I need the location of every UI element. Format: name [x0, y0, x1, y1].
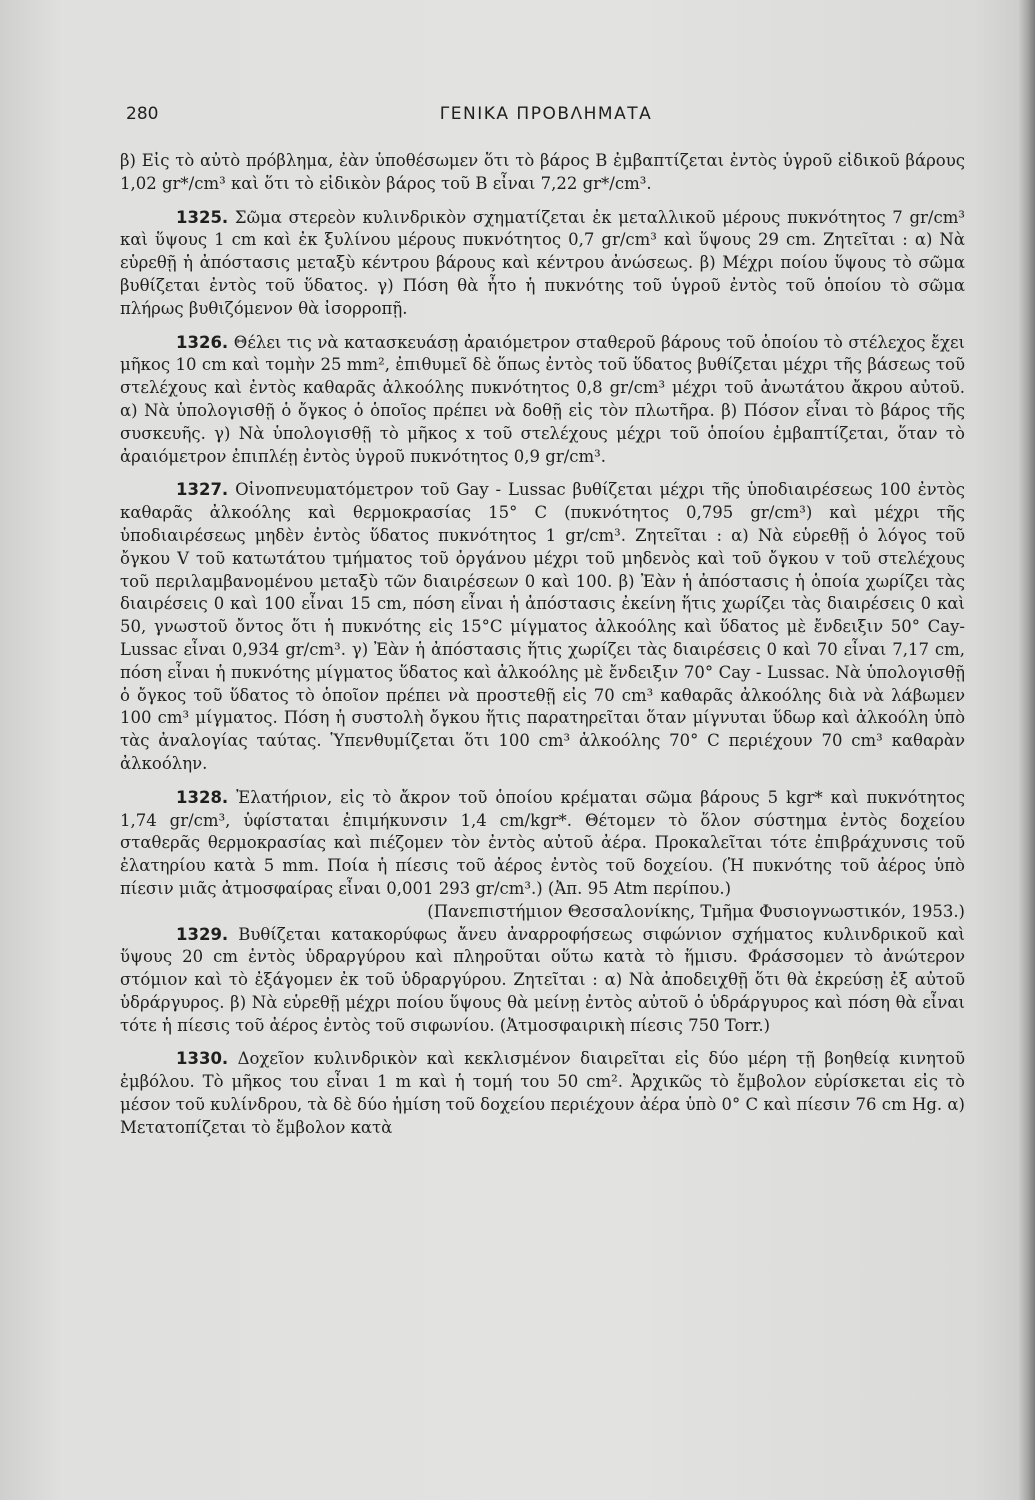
problem-text: Δοχεῖον κυλινδρικὸν καὶ κεκλισμένον διαιρεῖται εἰς δύο μέρη τῇ βοηθείᾳ κινητοῦ ἐμβόλου. Τὸ μῆκος του εἶναι 1 m καὶ ἡ τομή του 50 cm². Ἀρχικῶς τὸ ἔμβολον εὑρίσκεται εἰς τὸ μέσον τοῦ κυλίνδρου, τὰ δὲ δύο ἡμίση τοῦ δοχείου περιέχουν ἀέρα ὑπὸ 0° C καὶ πίεσιν 76 cm Hg. α) Μετατοπίζεται τὸ ἔμβολον κατὰ — [120, 1049, 965, 1137]
problem-1329 — [120, 924, 965, 1038]
problem-text: Οἰνοπνευματόμετρον τοῦ Gay - Lussac βυθίζεται μέχρι τῆς ὑποδιαιρέσεως 100 ἐντὸς καθαρᾶς ἀλκοόλης καὶ θερμοκρασίας 15° C (πυκνότητος 0,795 gr/cm³) καὶ μέχρι τῆς ὑποδιαιρέσεως μηδὲν ἐντὸς ὕδατος πυκνότητος 1 gr/cm³. Ζητεῖται : α) Νὰ εὑρεθῇ ὁ λόγος τοῦ ὄγκου V τοῦ κατωτάτου τμήματος τοῦ ὀργάνου μέχρι τοῦ μηδενὸς καὶ τοῦ ὄγκου v τοῦ στελέχους τοῦ περιλαμβανομένου μεταξὺ τῶν διαιρέσεων 0 καὶ 100. β) Ἐὰν ἡ ἀπόστασις ἡ ὁποία χωρίζει τὰς διαιρέσεις 0 καὶ 100 εἶναι 15 cm, πόση εἶναι ἡ ἀπόστασις ἐκείνη ἥτις χωρίζει τὰς διαιρέσεις 0 καὶ 50, γνωστοῦ ὄντος ὅτι ἡ πυκνότης εἰς 15°C μίγματος ἀλκοόλης καὶ ὕδατος μὲ ἔνδειξιν 50° Cay-Lussac εἶναι 0,934 gr/cm³. γ) Ἐὰν ἡ ἀπόστασις ἥτις χωρίζει τὰς διαιρέσεις 0 καὶ 70 εἶναι 7,17 cm, πόση εἶναι ἡ πυκνότης μίγματος ὕδατος καὶ ἀλκοόλης μὲ ἔνδειξιν 70° Cay - Lussac. Νὰ ὑπολογισθῇ ὁ ὄγκος τοῦ ὕδατος τὸ ὁποῖον πρέπει νὰ προστεθῇ εἰς 70 cm³ καθαρᾶς ἀλκοόλης διὰ νὰ λάβωμεν 100 cm³ μίγματος. Πόση ἡ συστολὴ ὄγκου ἥτις παρατηρεῖται ὅταν μίγνυται ὕδωρ καὶ ἀλκοόλη ὑπὸ τὰς ἀναλογίας ταύτας. Ὑπενθυμίζεται ὅτι 100 cm³ ἀλκοόλης 70° C περιέχουν 70 cm³ καθαρὰν ἀλκοόλην. — [120, 480, 965, 773]
problem-number: 1325. — [176, 207, 229, 227]
problem-number: 1328. — [176, 787, 229, 807]
problem-1326 — [120, 332, 965, 469]
problem-number: 1327. — [176, 480, 229, 500]
problem-number: 1330. — [176, 1049, 229, 1069]
problem-number: 1326. — [176, 332, 229, 352]
problem-source: (Πανεπιστήμιον Θεσσαλονίκης, Τμῆμα Φυσιογνωστικόν, 1953.) — [427, 901, 965, 921]
problem-text: Βυθίζεται κατακορύφως ἄνευ ἀναρροφήσεως σιφώνιον σχήματος κυλινδρικοῦ καὶ ὕψους 20 cm ἐντὸς ὑδραργύρου καὶ πληροῦται οὕτω κατὰ τὸ ἥμισυ. Φράσσομεν τὸ ἀνώτερον στόμιον καὶ τὸ ἐξάγομεν ἐκ τοῦ ὑδραργύρου. Ζητεῖται : α) Νὰ ἀποδειχθῇ ὅτι θὰ ἐκρεύσῃ ἐξ αὐτοῦ ὑδράργυρος. β) Νὰ εὑρεθῇ μέχρι ποίου ὕψους θὰ μείνῃ ἐντὸς αὐτοῦ ὁ ὑδράργυρος καὶ πόση θὰ εἶναι τότε ἡ πίεσις τοῦ ἀέρος ἐντὸς τοῦ σιφωνίου. (Ἀτμοσφαιρικὴ πίεσις 750 Torr.) — [120, 924, 965, 1035]
continuation-paragraph: β) Εἰς τὸ αὐτὸ πρόβλημα, ἐὰν ὑποθέσωμεν ὅτι τὸ βάρος Β ἐμβαπτίζεται ἐντὸς ὑγροῦ εἰδικοῦ βάρους 1,02 gr*/cm³ καὶ ὅτι τὸ εἰδικὸν βάρος τοῦ Β εἶναι 7,22 gr*/cm³. — [120, 151, 965, 193]
page-number: 280 — [126, 104, 159, 124]
problem-text: Σῶμα στερεὸν κυλινδρικὸν σχηματίζεται ἐκ μεταλλικοῦ μέρους πυκνότητος 7 gr/cm³ καὶ ὕψους 1 cm καὶ ἐκ ξυλίνου μέρους πυκνότητος 0,7 gr/cm³ καὶ ὕψους 29 cm. Ζητεῖται : α) Νὰ εὑρεθῇ ἡ ἀπόστασις μεταξὺ κέντρου βάρους καὶ κέντρου ἀνώσεως. β) Μέχρι ποίου ὕψους τὸ σῶμα βυθίζεται ἐντὸς τοῦ ὕδατος. γ) Πόση θὰ ἦτο ἡ πυκνότης τοῦ ὑγροῦ ἐντὸς τοῦ ὁποίου τὸ σῶμα πλήρως βυθιζόμενον θὰ ἰσορροπῇ. — [120, 207, 965, 318]
problem-1327 — [120, 479, 965, 775]
problem-text: Θέλει τις νὰ κατασκευάσῃ ἀραιόμετρον σταθεροῦ βάρους τοῦ ὁποίου τὸ στέλεχος ἔχει μῆκος 10 cm καὶ τομὴν 25 mm², ἐπιθυμεῖ δὲ ὅπως ἐντὸς τοῦ ὕδατος βυθίζεται μέχρι τῆς βάσεως τοῦ στελέχους καὶ ἐντὸς καθαρᾶς ἀλκοόλης πυκνότητος 0,8 gr/cm³ μέχρι τοῦ ἀνωτάτου ἄκρου αὐτοῦ. α) Νὰ ὑπολογισθῇ ὁ ὄγκος ὁ ὁποῖος πρέπει νὰ δοθῇ εἰς τὸν πλωτῆρα. β) Πόσον εἶναι τὸ βάρος τῆς συσκευῆς. γ) Νὰ ὑπολογισθῇ τὸ μῆκος x τοῦ στελέχους μέχρι τοῦ ὁποίου ἐμβαπτίζεται, ὅταν τὸ ἀραιόμετρον ἐπιπλέῃ ἐντὸς ὑγροῦ πυκνότητος 0,9 gr/cm³. — [120, 332, 965, 466]
problem-1330 — [120, 1048, 965, 1139]
page-header — [126, 104, 966, 134]
page-edge-shadow — [1017, 0, 1035, 1500]
problem-1325 — [120, 207, 965, 321]
page-content — [120, 150, 965, 1140]
problem-number: 1329. — [176, 924, 229, 944]
running-head: ΓΕΝΙΚΑ ΠΡΟΒΛΗΜΑΤΑ — [439, 104, 653, 124]
problem-1328 — [120, 787, 965, 901]
problem-text: Ἐλατήριον, εἰς τὸ ἄκρον τοῦ ὁποίου κρέμαται σῶμα βάρους 5 kgr* καὶ πυκνότητος 1,74 gr/cm³, ὑφίσταται ἐπιμήκυνσιν 1,4 cm/kgr*. Θέτομεν τὸ ὅλον σύστημα ἐντὸς δοχείου σταθερᾶς θερμοκρασίας καὶ πιέζομεν τὸν ἐντὸς αὐτοῦ ἀέρα. Προκαλεῖται τότε ἐπιβράχυνσις τοῦ ἐλατηρίου κατὰ 5 mm. Ποία ἡ πίεσις τοῦ ἀέρος ἐντὸς τοῦ δοχείου. (Ἡ πυκνότης τοῦ ἀέρος ὑπὸ πίεσιν μιᾶς ἀτμοσφαίρας εἶναι 0,001 293 gr/cm³.) (Ἀπ. 95 Atm περίπου.) — [120, 787, 965, 898]
